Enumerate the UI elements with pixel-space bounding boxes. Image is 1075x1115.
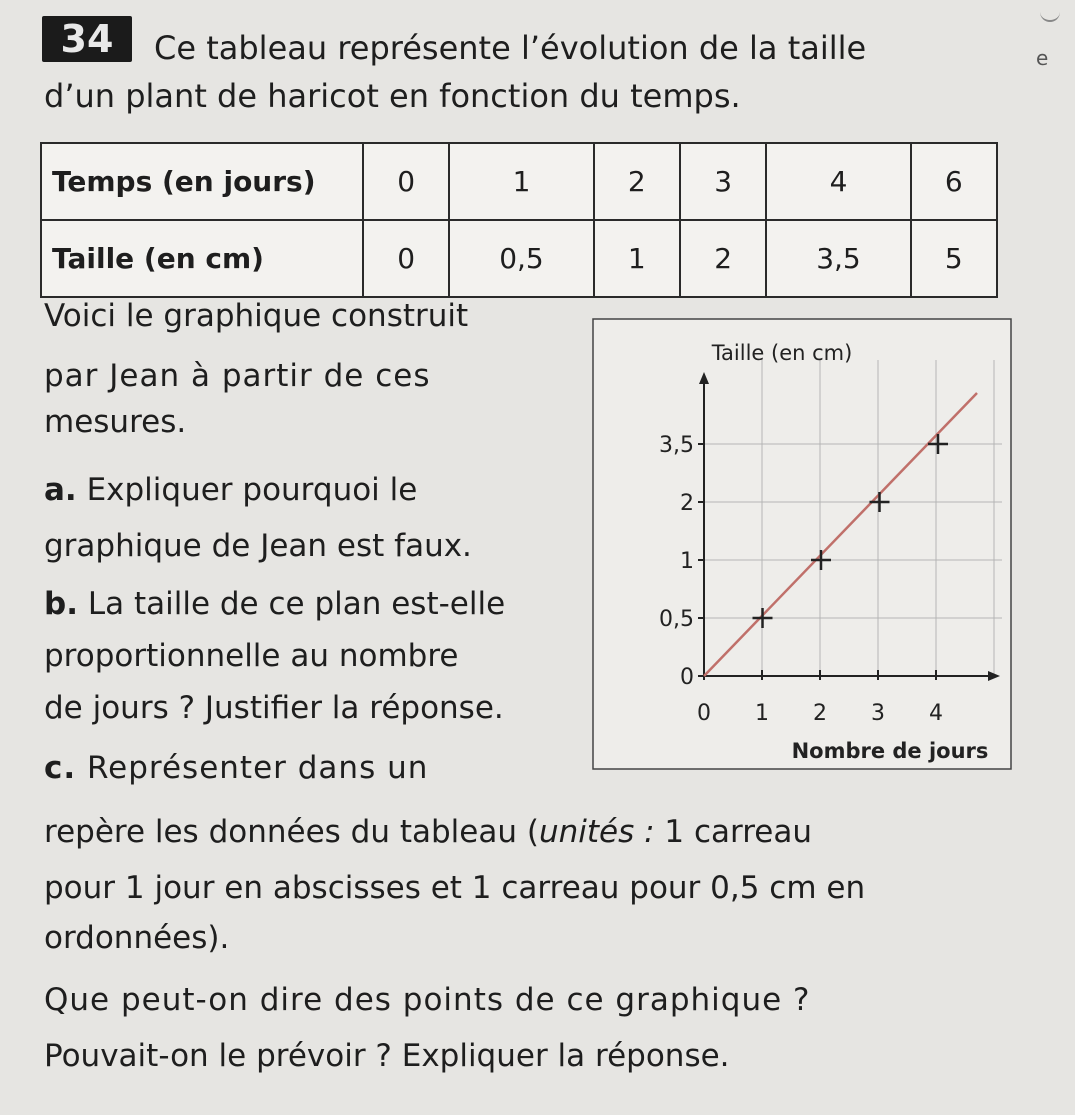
y-tick-label: 0,5 [659,607,694,632]
table-cell: 4 [766,143,910,220]
x-tick-label: 4 [929,701,943,726]
table-cell: 3,5 [766,220,910,297]
table-cell: 1 [449,143,593,220]
exercise-number: 34 [42,16,132,62]
jean-graph [592,318,1012,770]
units-label: unités : [538,814,655,850]
final-question-1: Que peut-on dire des points de ce graphique ? [44,982,811,1018]
table-cell: 0 [363,143,449,220]
y-axis-title: Taille (en cm) [711,341,853,365]
question-a-text-1: Expliquer pourquoi le [86,472,418,508]
chart-frame [593,319,1011,769]
x-axis-title: Nombre de jours [791,739,989,763]
text-line-2: par Jean à partir de ces [44,358,431,394]
question-c-line-3: pour 1 jour en abscisses et 1 carreau pour 0,5 cm en [44,870,866,906]
y-tick-label: 1 [680,549,694,574]
y-tick-label: 0 [680,665,694,690]
table-cell: 2 [680,220,766,297]
question-c-line-2 [44,812,812,852]
x-tick-label: 1 [755,701,769,726]
x-tick-label: 0 [697,701,711,726]
page-edge-mark [1040,0,1060,22]
final-question-2: Pouvait-on le prévoir ? Expliquer la réponse. [44,1038,730,1074]
question-c-text-2: repère les données du tableau ( [44,814,539,850]
x-tick-label: 3 [871,701,885,726]
row-header-taille: Taille (en cm) [41,220,363,297]
table-cell: 1 [594,220,680,297]
question-b-line-3: de jours ? Justifier la réponse. [44,690,504,726]
table-cell: 3 [680,143,766,220]
corner-letter: e [1036,46,1049,70]
question-c-line-1 [44,748,428,788]
question-c-label: c. [44,750,77,786]
x-tick-label: 2 [813,701,827,726]
data-table [40,142,998,298]
intro-line-1: Ce tableau représente l’évolution de la taille [154,29,867,67]
table-cell: 0,5 [449,220,593,297]
question-b-label: b. [44,586,78,622]
question-a-label: a. [44,472,77,508]
y-tick-label: 3,5 [659,433,694,458]
question-b-line-2: proportionnelle au nombre [44,638,459,674]
text-line-3: mesures. [44,404,187,440]
y-tick-label: 2 [680,491,694,516]
text-line-1: Voici le graphique construit [44,298,469,334]
question-b-line-1 [44,584,505,624]
question-b-text-1: La taille de ce plan est-elle [87,586,506,622]
table-row [41,220,997,297]
question-c-text-1: Représenter dans un [87,750,429,786]
question-a-line-1 [44,470,417,510]
row-header-temps: Temps (en jours) [41,143,363,220]
table-cell: 0 [363,220,449,297]
table-row [41,143,997,220]
question-a-line-2: graphique de Jean est faux. [44,528,472,564]
question-c-line-4: ordonnées). [44,920,230,956]
table-cell: 6 [911,143,997,220]
question-c-text-2-end: 1 carreau [654,814,812,850]
table-cell: 2 [594,143,680,220]
chart-svg [592,318,1012,770]
intro-line-2: d’un plant de haricot en fonction du temps. [44,77,741,115]
table-cell: 5 [911,220,997,297]
